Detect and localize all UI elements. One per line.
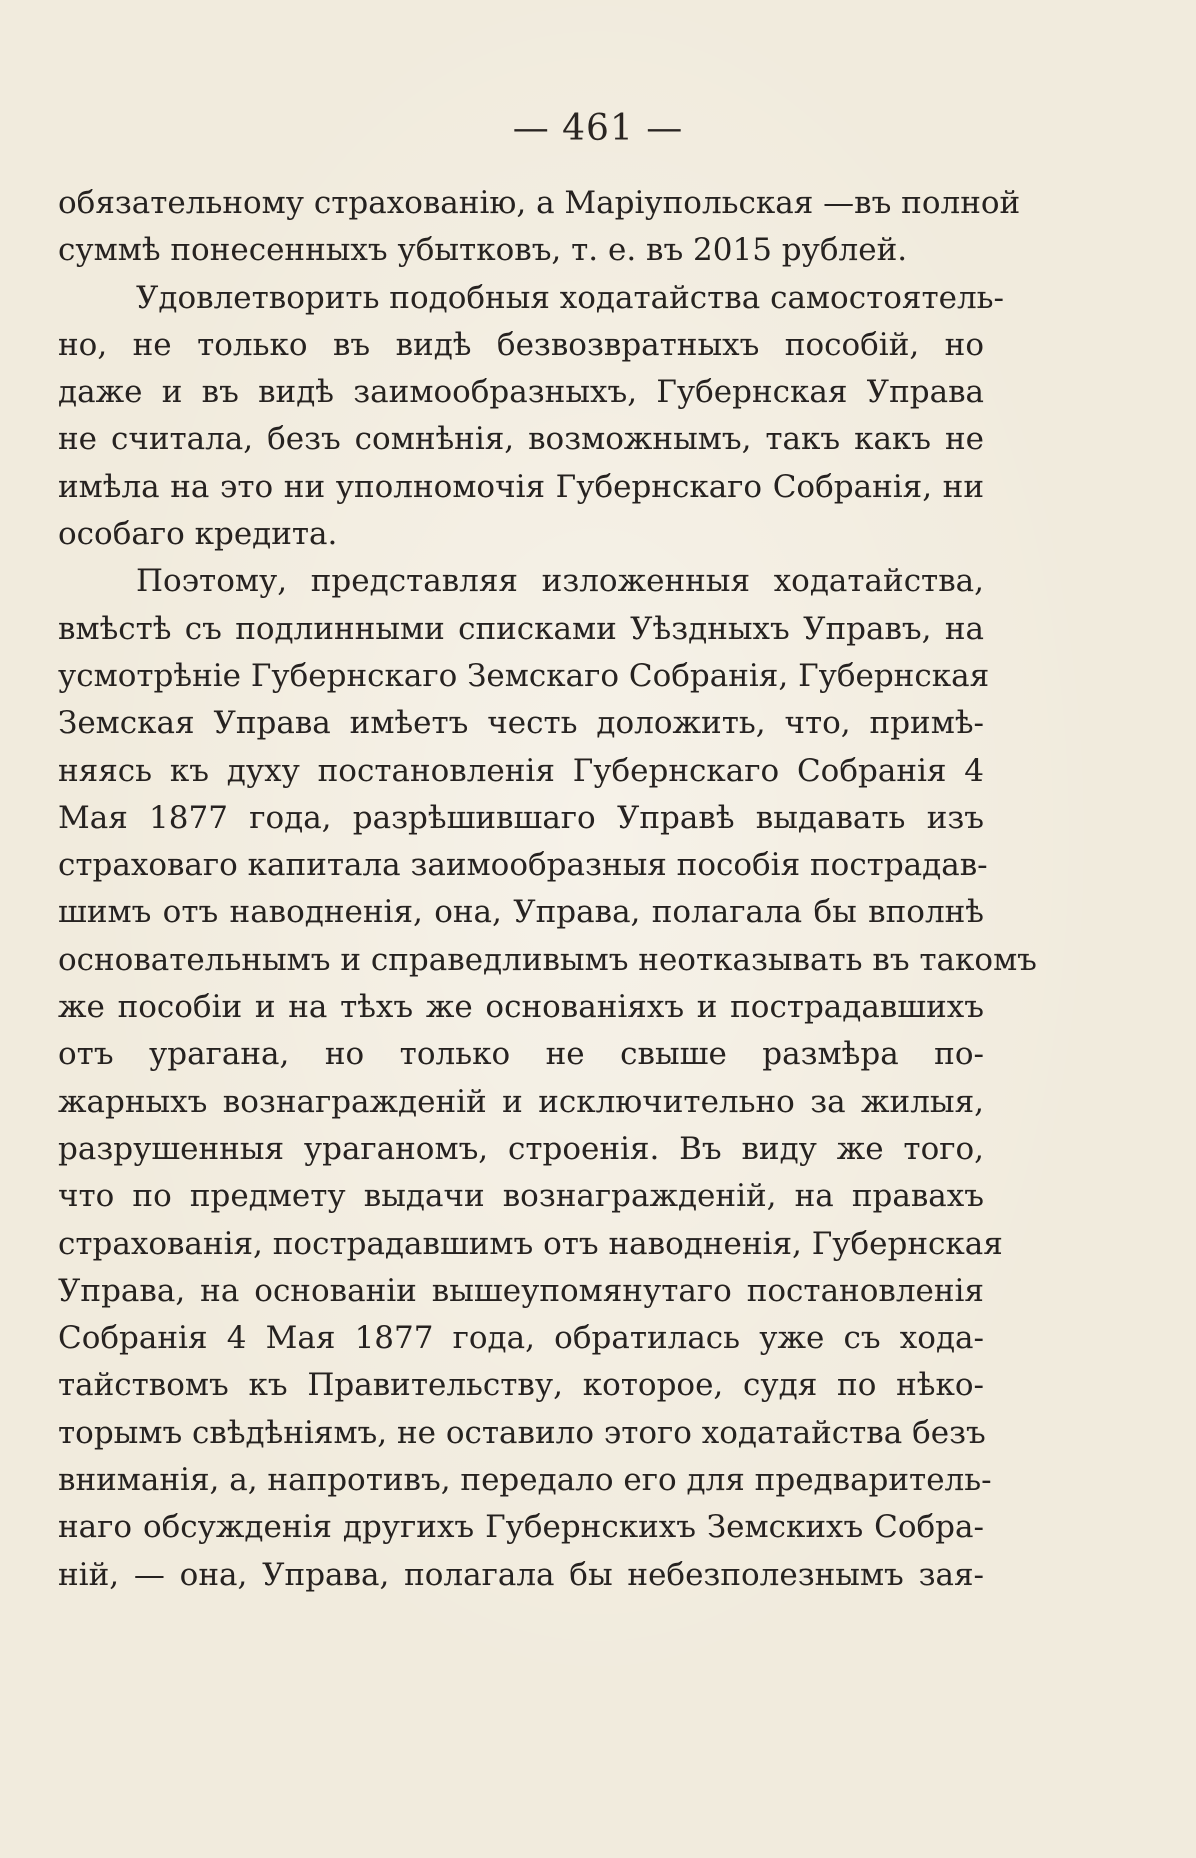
text-line: вмѣстѣ съ подлинными списками Уѣздныхъ Управъ, на (58, 610, 984, 647)
text-line: суммѣ понесенныхъ убытковъ, т. е. въ 2015 рублей. (58, 232, 908, 269)
text-line: Собранія 4 Мая 1877 года, обратилась уже съ хода- (58, 1320, 984, 1357)
text-line: же пособіи и на тѣхъ же основаніяхъ и пострадавшихъ (58, 989, 984, 1026)
text-line: но, не только въ видѣ безвозвратныхъ пособій, но (58, 326, 984, 363)
text-line: торымъ свѣдѣніямъ, не оставило этого ходатайства безъ (58, 1414, 986, 1451)
text-line: не считала, безъ сомнѣнія, возможнымъ, такъ какъ не (58, 421, 984, 458)
text-line: Поэтому, представляя изложенныя ходатайства, (136, 563, 984, 600)
text-line: особаго кредита. (58, 516, 338, 553)
text-line: вниманія, а, напротивъ, передало его для предваритель- (58, 1462, 992, 1499)
text-line: ній, — она, Управа, полагала бы небезполезнымъ зая- (58, 1556, 984, 1593)
text-line: разрушенныя ураганомъ, строенія. Въ виду же того, (58, 1130, 984, 1167)
text-line: имѣла на это ни уполномочія Губернскаго Собранія, ни (58, 468, 984, 505)
text-line: шимъ отъ наводненія, она, Управа, полагала бы вполнѣ (58, 894, 984, 931)
text-line: страховаго капитала заимообразныя пособія пострадав- (58, 847, 988, 884)
text-line: что по предмету выдачи вознагражденій, на правахъ (58, 1178, 984, 1215)
text-line: Мая 1877 года, разрѣшившаго Управѣ выдавать изъ (58, 799, 984, 836)
page-number: — 461 — (512, 108, 684, 149)
text-line: тайствомъ къ Правительству, которое, судя по нѣко- (58, 1367, 984, 1404)
text-line: даже и въ видѣ заимообразныхъ, Губернская Управа (58, 374, 984, 411)
text-line: основательнымъ и справедливымъ неотказывать въ такомъ (58, 941, 1037, 978)
text-line: наго обсужденія другихъ Губернскихъ Земскихъ Собра- (58, 1509, 984, 1546)
text-line: Земская Управа имѣетъ честь доложить, что, примѣ- (58, 705, 984, 742)
body-text (58, 180, 1037, 1599)
text-line: Удовлетворить подобныя ходатайства самостоятель- (136, 279, 1004, 316)
text-line: няясь къ духу постановленія Губернскаго Собранія 4 (58, 752, 984, 789)
text-line: жарныхъ вознагражденій и исключительно за жилыя, (58, 1083, 984, 1120)
text-line: страхованія, пострадавшимъ отъ наводненія, Губернская (58, 1225, 1003, 1262)
text-line: усмотрѣніе Губернскаго Земскаго Собранія, Губернская (58, 657, 990, 694)
text-line: отъ урагана, но только не свыше размѣра по- (58, 1036, 984, 1073)
text-line: обязательному страхованію, а Маріупольская —въ полной (58, 185, 1021, 221)
text-line: Управа, на основаніи вышеупомянутаго постановленія (58, 1272, 984, 1309)
